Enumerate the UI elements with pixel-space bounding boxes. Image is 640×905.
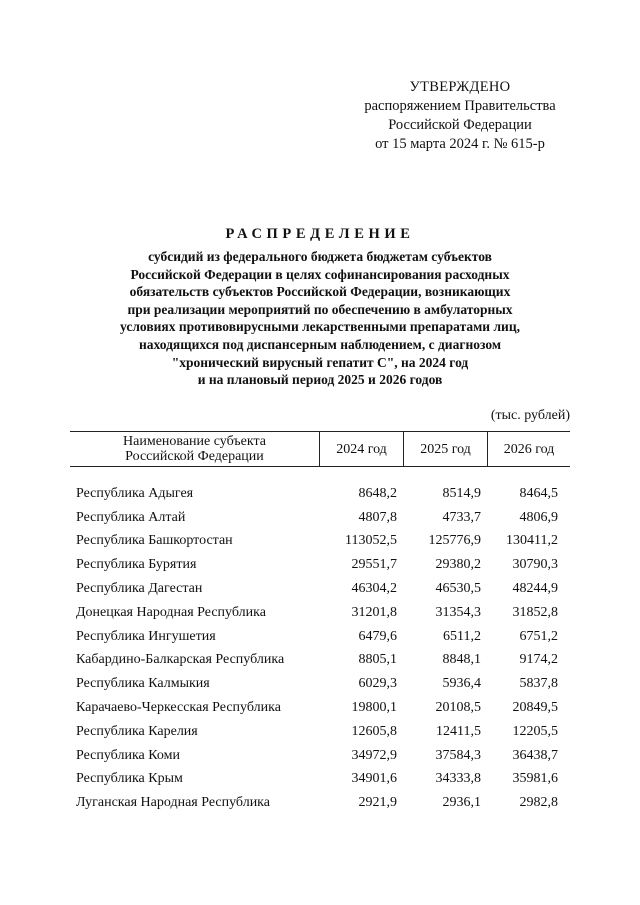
value-2026-cell: 2982,8 (519, 795, 558, 811)
value-2025-cell: 34333,8 (435, 771, 481, 787)
subtitle-line: условиях противовирусными лекарственными препаратами лиц, (120, 319, 520, 335)
document-subtitle (70, 248, 570, 389)
value-2026-cell: 48244,9 (512, 581, 558, 597)
subject-name-cell: Донецкая Народная Республика (76, 604, 266, 620)
value-2026-cell: 12205,5 (512, 723, 558, 739)
value-2026-cell: 8464,5 (519, 485, 558, 501)
subtitle-line: Российской Федерации в целях софинансирования расходных (130, 266, 510, 282)
value-2025-cell: 8848,1 (442, 652, 481, 668)
value-2024-cell: 19800,1 (351, 700, 397, 716)
table-row (70, 482, 570, 506)
table-row (70, 577, 570, 601)
value-2024-cell: 12605,8 (351, 723, 397, 739)
value-2026-cell: 35981,6 (512, 771, 558, 787)
value-2025-cell: 2936,1 (442, 795, 481, 811)
value-2026-cell: 130411,2 (506, 533, 558, 549)
table-row (70, 649, 570, 673)
table-row (70, 625, 570, 649)
value-2025-cell: 20108,5 (435, 700, 481, 716)
header-subject-line-1: Наименование субъекта (123, 434, 266, 449)
table-row (70, 601, 570, 625)
header-2024: 2024 год (319, 432, 403, 466)
value-2025-cell: 8514,9 (442, 485, 481, 501)
value-2026-cell: 30790,3 (512, 557, 558, 573)
value-2024-cell: 34901,6 (351, 771, 397, 787)
header-2025: 2025 год (403, 432, 487, 466)
value-2025-cell: 4733,7 (442, 509, 481, 525)
subtitle-line: при реализации мероприятий по обеспечению в амбулаторных (127, 301, 513, 317)
subtitle-line: и на плановый период 2025 и 2026 годов (197, 372, 443, 388)
approval-heading: УТВЕРЖДЕНО (409, 79, 511, 95)
subject-name-cell: Кабардино-Балкарская Республика (76, 652, 285, 668)
value-2024-cell: 6029,3 (358, 676, 397, 692)
value-2024-cell: 29551,7 (351, 557, 397, 573)
subject-name-cell: Карачаево-Черкесская Республика (76, 700, 281, 716)
value-2026-cell: 20849,5 (512, 700, 558, 716)
table-row (70, 791, 570, 815)
value-2025-cell: 12411,5 (436, 723, 481, 739)
subject-name-cell: Республика Адыгея (76, 485, 194, 501)
value-2026-cell: 9174,2 (519, 652, 558, 668)
header-2026: 2026 год (487, 432, 570, 466)
subject-name-cell: Республика Бурятия (76, 557, 197, 573)
value-2024-cell: 4807,8 (358, 509, 397, 525)
value-2024-cell: 8805,1 (358, 652, 397, 668)
header-subject-name (70, 432, 319, 466)
subtitle-line: субсидий из федерального бюджета бюджетам субъектов (148, 249, 492, 264)
subject-name-cell: Республика Карелия (76, 723, 198, 739)
value-2025-cell: 37584,3 (435, 747, 481, 763)
value-2024-cell: 34972,9 (351, 747, 397, 763)
subject-name-cell: Республика Калмыкия (76, 676, 210, 692)
value-2025-cell: 125776,9 (428, 533, 481, 549)
value-2026-cell: 6751,2 (519, 628, 558, 644)
subject-name-cell: Республика Крым (76, 771, 183, 787)
value-2025-cell: 46530,5 (435, 581, 481, 597)
value-2026-cell: 4806,9 (519, 509, 558, 525)
value-2025-cell: 5936,4 (442, 676, 481, 692)
approval-line-1: распоряжением Правительства (364, 98, 556, 114)
header-subject-line-2: Российской Федерации (125, 449, 264, 464)
table-row (70, 553, 570, 577)
table-row (70, 530, 570, 554)
table-row (70, 672, 570, 696)
table-row (70, 506, 570, 530)
table-header (70, 431, 570, 467)
subject-name-cell: Республика Башкортостан (76, 533, 233, 549)
value-2024-cell: 8648,2 (358, 485, 397, 501)
approval-line-3: от 15 марта 2024 г. № 615-р (375, 136, 545, 152)
value-2024-cell: 2921,9 (358, 795, 397, 811)
value-2026-cell: 36438,7 (512, 747, 558, 763)
value-2024-cell: 113052,5 (345, 533, 397, 549)
value-2024-cell: 31201,8 (351, 604, 397, 620)
table-body (70, 482, 570, 815)
approval-stamp (330, 78, 590, 154)
table-row (70, 720, 570, 744)
value-2025-cell: 29380,2 (435, 557, 481, 573)
units-note: (тыс. рублей) (490, 408, 570, 423)
subject-name-cell: Республика Ингушетия (76, 628, 216, 644)
subtitle-line: "хронический вирусный гепатит С", на 2024 год (171, 354, 469, 370)
subject-name-cell: Республика Коми (76, 747, 180, 763)
value-2025-cell: 6511,2 (443, 628, 481, 644)
distribution-table (70, 431, 570, 815)
subtitle-line: обязательств субъектов Российской Федерации, возникающих (129, 284, 511, 300)
document-title: РАСПРЕДЕЛЕНИЕ (225, 226, 415, 242)
table-row (70, 744, 570, 768)
subject-name-cell: Луганская Народная Республика (76, 795, 270, 811)
table-row (70, 768, 570, 792)
subject-name-cell: Республика Алтай (76, 509, 186, 525)
value-2026-cell: 31852,8 (512, 604, 558, 620)
subject-name-cell: Республика Дагестан (76, 581, 203, 597)
table-row (70, 696, 570, 720)
approval-line-2: Российской Федерации (388, 117, 532, 133)
value-2026-cell: 5837,8 (519, 676, 558, 692)
value-2024-cell: 46304,2 (351, 581, 397, 597)
value-2025-cell: 31354,3 (435, 604, 481, 620)
value-2024-cell: 6479,6 (358, 628, 397, 644)
subtitle-line: находящихся под диспансерным наблюдением, с диагнозом (138, 336, 502, 352)
